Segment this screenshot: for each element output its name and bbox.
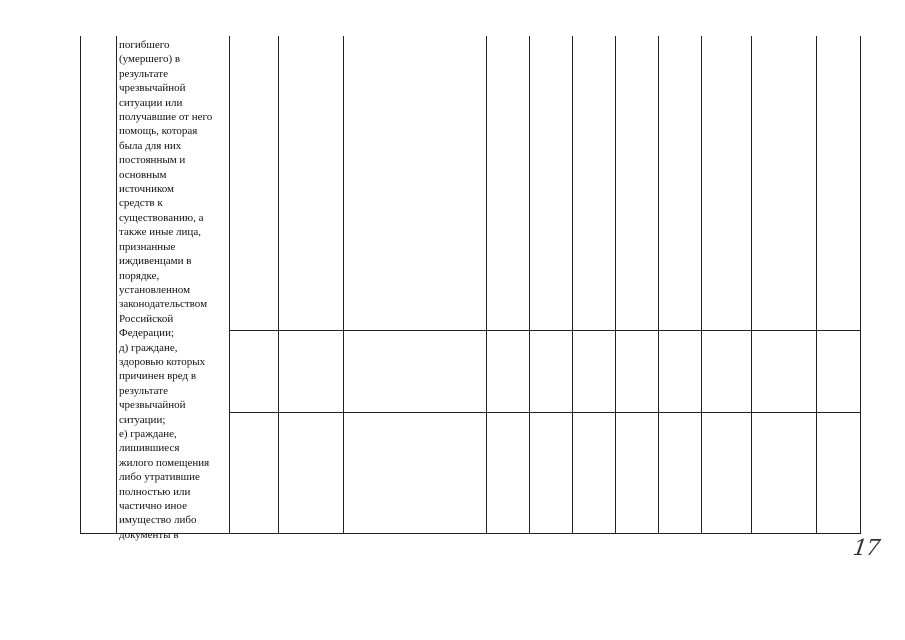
- table-column-divider: [572, 36, 573, 534]
- page-number: 17: [851, 536, 881, 561]
- table-border-right: [860, 36, 861, 534]
- table-column-divider: [658, 36, 659, 534]
- table-column-divider: [278, 36, 279, 534]
- table-row-divider: [229, 330, 861, 331]
- table-border-left: [80, 36, 81, 534]
- table-column-divider: [343, 36, 344, 534]
- table-column-divider: [229, 36, 230, 534]
- table-column-divider: [116, 36, 117, 534]
- table-column-divider: [751, 36, 752, 534]
- table-column-divider: [486, 36, 487, 534]
- table-cell-text: погибшего (умершего) в результате чрезвычайной ситуации или получавшие от него помощь, которая была для них постоянным и основным источником средств к существованию, а также иные лица, признанные иждивенцами в порядке, установленном законодательством Российской Федерации; д) граждане, здоровью которых причинен вред в результате чрезвычайной ситуации; е) граждане, лишившиеся жилого помещения либо утратившие полностью или частично иное имущество либо документы в: [119, 39, 213, 541]
- table-column-divider: [615, 36, 616, 534]
- table-column-divider: [529, 36, 530, 534]
- table-column-divider: [701, 36, 702, 534]
- table-column-divider: [816, 36, 817, 534]
- table-row-divider: [229, 412, 861, 413]
